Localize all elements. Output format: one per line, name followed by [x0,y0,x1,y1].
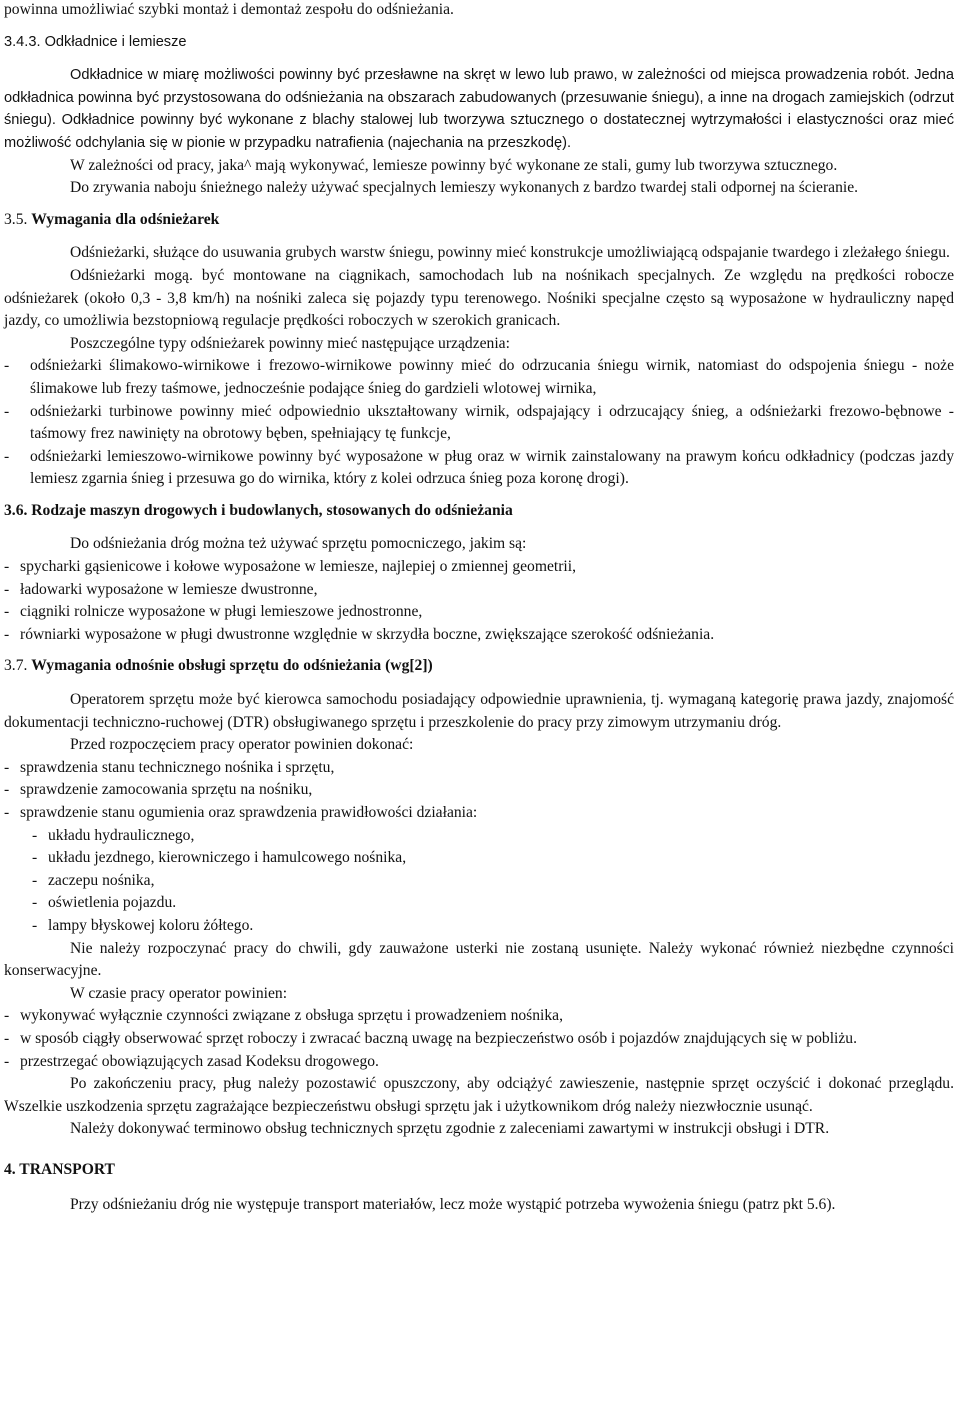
bullet-list [4,1005,954,1073]
list-item: - spycharki gąsienicowe i kołowe wyposażone w lemiesze, najlepiej o zmiennej geometrii, [4,556,954,579]
paragraph: W czasie pracy operator powinien: [70,984,288,1002]
paragraph: Odśnieżarki, służące do usuwania grubych warstw śniegu, powinny mieć konstrukcje umożliwiającą odspajanie twardego i zleżałego śniegu. [70,244,950,262]
paragraph: Do zrywania naboju śnieżnego należy używać specjalnych lemieszy wykonanych z bardzo twardej stali odpornej na ścieranie. [70,179,859,197]
paragraph: Po zakończeniu pracy, pług należy pozostawić opuszczony, aby odciążyć zawieszenie, następnie sprzęt oczyścić i dokonać przeglądu. Wszelkie uszkodzenia sprzętu zagrażające bezpieczeństwu obsługi sprzętu jak i użytkownikom dróg należy niezwłocznie usunąć. [4,1075,954,1115]
section-heading-4: 4. TRANSPORT [4,1160,115,1178]
paragraph: W zależności od pracy, jaka^ mają wykonywać, lemiesze powinny być wykonane ze stali, gumy lub tworzywa sztucznego. [70,156,838,174]
sub-bullet-list [4,825,954,938]
paragraph: Odśnieżarki mogą. być montowane na ciągnikach, samochodach lub na nośnikach specjalnych. Ze względu na prędkości robocze odśnieżarek (około 0,3 - 3,8 km/h) na nośniki zaleca się pojazdy typu terenowego. Nośniki specjalne często są wyposażone w hydrauliczny napęd jazdy, co umożliwia bezstopniową regulacje prędkości roboczych w szerokich granicach. [4,266,954,330]
list-item: - w sposób ciągły obserwować sprzęt roboczy i zwracać baczną uwagę na bezpieczeństwo osób i pojazdów znajdujących się w pobliżu. [4,1028,954,1051]
paragraph: Odkładnice w miarę możliwości powinny być przesławne na skręt w lewo lub prawo, w zależności od miejsca prowadzenia robót. Jedna odkładnica powinna być przystosowana do odśnieżania na obszarach zabudowanych (przesuwanie śniegu), a inne na drogach zamiejskich (odrzut śniegu). Odkładnice powinny być wykonane z blachy stalowej lub tworzywa sztucznego o dostatecznej wytrzymałości i elastyczności oraz mieć możliwość odchylania się w pionie w przypadku natrafienia (najechania na przeszkodę). [4,67,954,151]
paragraph: Przy odśnieżaniu dróg nie występuje transport materiałów, lecz może wystąpić potrzeba wywożenia śniegu (patrz pkt 5.6). [70,1195,836,1213]
list-item: - układu jezdnego, kierowniczego i hamulcowego nośnika, [32,847,954,870]
section-number: 3.7. [4,657,28,675]
bullet-list [4,757,954,825]
paragraph: Przed rozpoczęciem pracy operator powinien dokonać: [70,736,414,754]
list-item: - sprawdzenie stanu ogumienia oraz sprawdzenia prawidłowości działania: [4,802,954,825]
list-item: - lampy błyskowej koloru żółtego. [32,915,954,938]
paragraph: Należy dokonywać terminowo obsług technicznych sprzętu zgodnie z zaleceniami zawartymi w instrukcji obsługi i DTR. [70,1120,830,1138]
document-page [4,0,954,1216]
list-item: - sprawdzenia stanu technicznego nośnika i sprzętu, [4,757,954,780]
list-item: - odśnieżarki lemieszowo-wirnikowe powinny być wyposażone w pług oraz w wirnik zainstalowany na prawym końcu odkładnicy (podczas jazdy lemiesz zgarnia śnieg i przesuwa go do wirnika, który z kolei odrzuca śnieg poza koronę drogi). [4,446,954,491]
list-item: - zaczepu nośnika, [32,870,954,893]
list-item: - przestrzegać obowiązujących zasad Kodeksu drogowego. [4,1051,954,1074]
section-heading-3-7 [4,655,954,678]
list-item: - oświetlenia pojazdu. [32,892,954,915]
section-title: Wymagania odnośnie obsługi sprzętu do odśnieżania (wg[2]) [31,657,433,675]
paragraph: Nie należy rozpoczynać pracy do chwili, gdy zauważone usterki nie zostaną usunięte. Należy wykonać również niezbędne czynności konserwacyjne. [4,939,954,980]
bullet-list [4,556,954,646]
bullet-list [4,355,954,491]
list-item: - odśnieżarki turbinowe powinny mieć odpowiednio ukształtowany wirnik, odspajający i odrzucający śnieg, a odśnieżarki frezowo-bębnowe - taśmowy frez nawinięty na obrotowy bęben, spełniający tę funkcje, [4,401,954,446]
continuation-line: powinna umożliwiać szybki montaż i demontaż zespołu do odśnieżania. [4,1,454,18]
list-item: - równiarki wyposażone w pługi dwustronne względnie w skrzydła boczne, zwiększające szerokość odśnieżania. [4,624,954,647]
paragraph: Poszczególne typy odśnieżarek powinny mieć następujące urządzenia: [70,334,510,352]
paragraph: Do odśnieżania dróg można też używać sprzętu pomocniczego, jakim są: [70,535,527,553]
paragraph: Operatorem sprzętu może być kierowca samochodu posiadający odpowiednie uprawnienia, tj. wymaganą kategorię prawa jazdy, znajomość dokumentacji techniczno-ruchowej (DTR) obsługiwanego sprzętu i przeszkolenie do pracy przy zimowym utrzymaniu dróg. [4,691,954,731]
list-item: - sprawdzenie zamocowania sprzętu na nośniku, [4,779,954,802]
section-number: 3.5. [4,210,28,228]
list-item: - układu hydraulicznego, [32,825,954,848]
section-heading-3-6 [4,500,954,523]
list-item: - ładowarki wyposażone w lemiesze dwustronne, [4,579,954,602]
list-item: - ciągniki rolnicze wyposażone w pługi lemieszowe jednostronne, [4,601,954,624]
section-title: Rodzaje maszyn drogowych i budowlanych, stosowanych do odśnieżania [31,501,513,519]
section-number: 3.6. [4,501,28,519]
section-title: Wymagania dla odśnieżarek [31,210,220,228]
section-heading-3-4-3: 3.4.3. Odkładnice i lemiesze [4,33,187,50]
section-heading-3-5 [4,209,954,232]
list-item: - wykonywać wyłącznie czynności związane z obsługa sprzętu i prowadzeniem nośnika, [4,1005,954,1028]
list-item: - odśnieżarki ślimakowo-wirnikowe i frezowo-wirnikowe powinny mieć do odrzucania śniegu wirnik, natomiast do odspojenia śniegu - noże ślimakowe lub frezy taśmowe, jednocześnie podające śnieg do gardzieli wlotowej wirnika, [4,355,954,400]
